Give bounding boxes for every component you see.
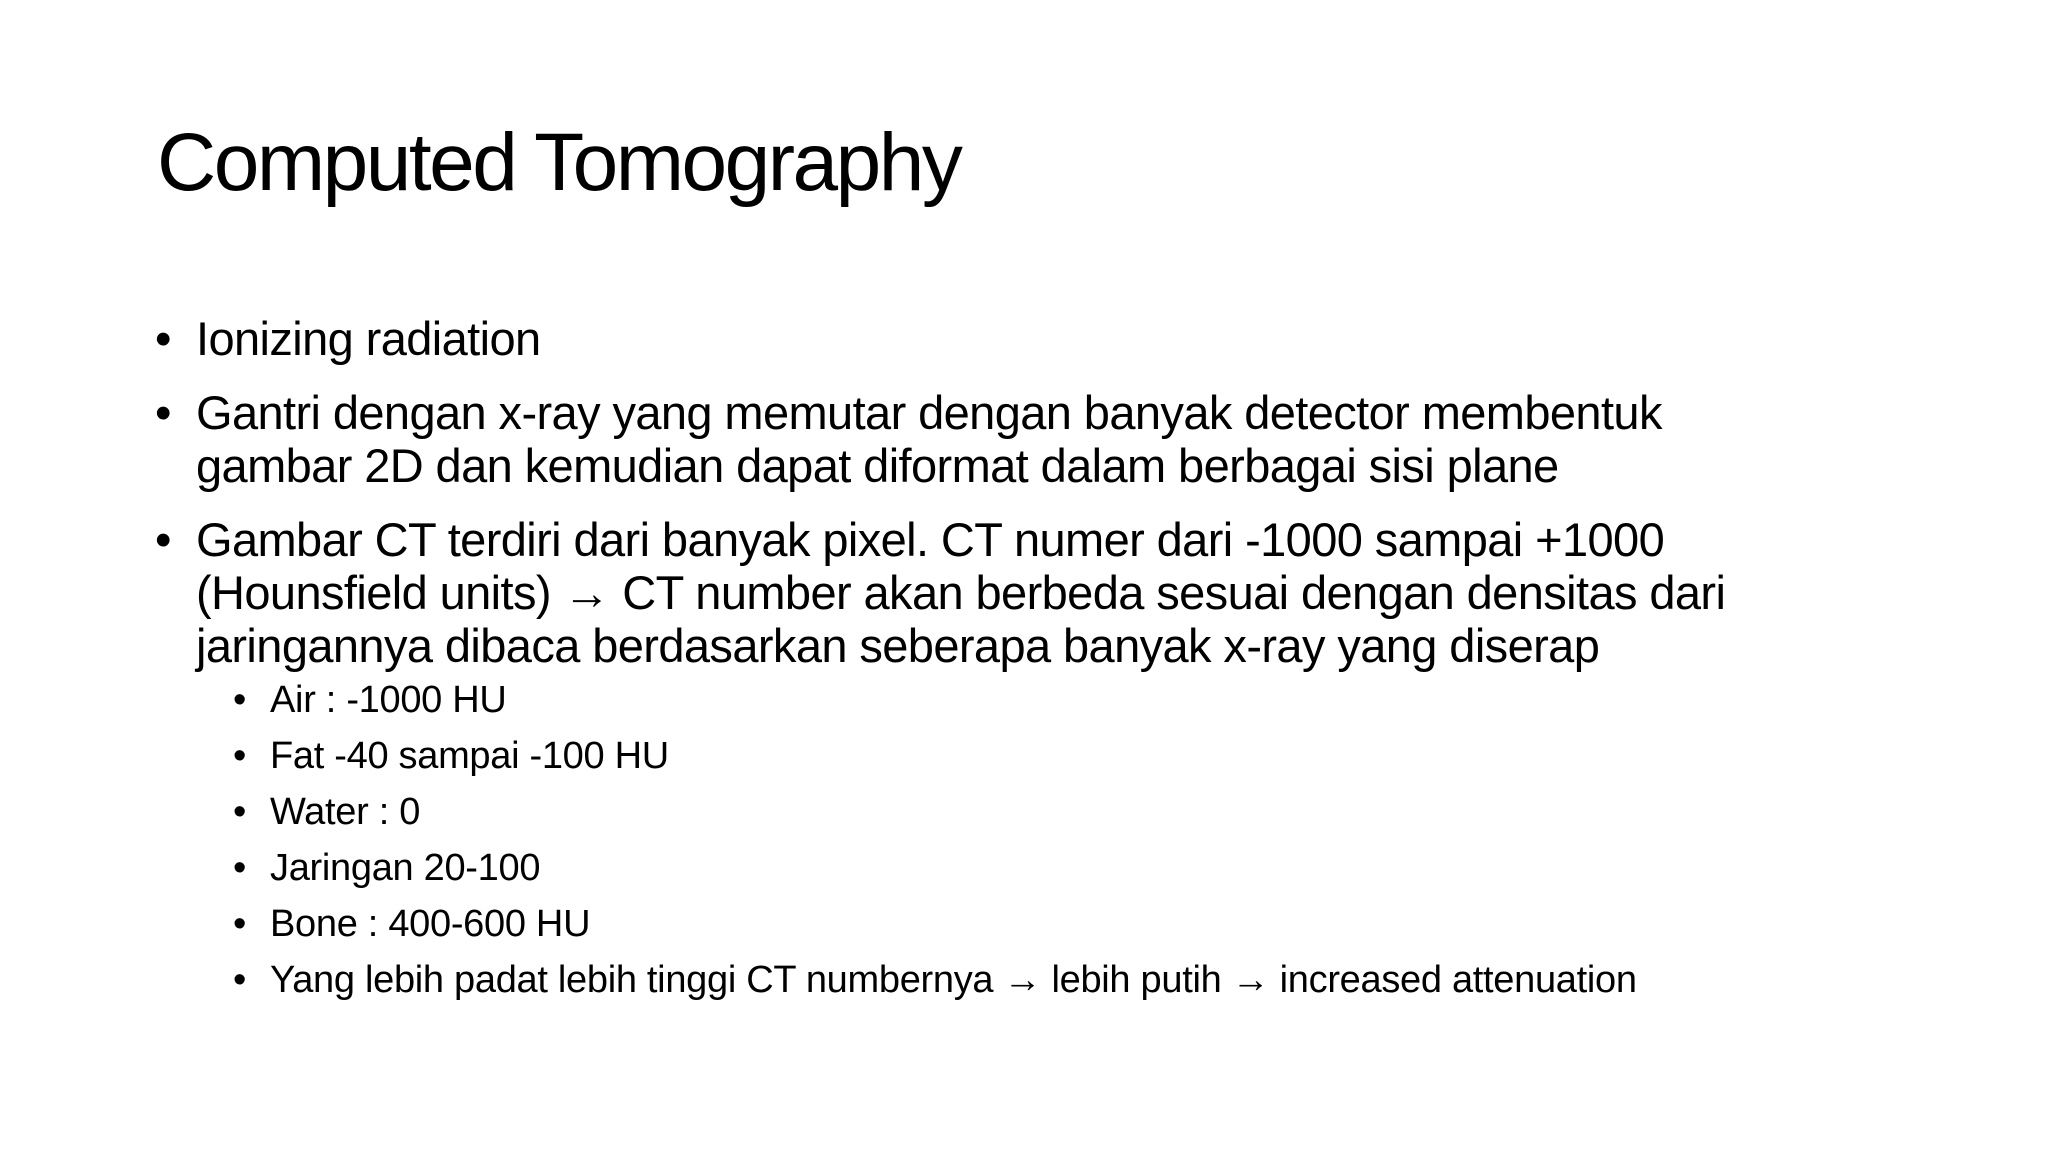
bullet-text: gambar 2D dan kemudian dapat diformat dalam berbagai sisi plane [196, 439, 1559, 492]
sub-bullet-item [233, 952, 1955, 1008]
slide-title: Computed Tomography [157, 117, 961, 208]
bullet-dot-icon: • [233, 847, 247, 889]
sub-bullet-list [233, 672, 1955, 1008]
bullet-item [155, 312, 1955, 365]
bullet-dot-icon: • [155, 513, 171, 566]
sub-bullet-item [233, 672, 1955, 728]
bullet-dot-icon: • [155, 386, 171, 439]
sub-bullet-text: Yang lebih padat lebih tinggi CT numbernya → lebih putih → increased attenuation [270, 959, 1637, 1001]
bullet-dot-icon: • [155, 312, 171, 365]
sub-bullet-item [233, 840, 1955, 896]
bullet-text: Ionizing radiation [196, 312, 541, 365]
sub-bullet-text: Bone : 400-600 HU [270, 903, 591, 945]
sub-bullet-text: Air : -1000 HU [270, 679, 507, 721]
bullet-dot-icon: • [233, 903, 247, 945]
sub-bullet-item [233, 896, 1955, 952]
bullet-item [155, 386, 1955, 492]
sub-bullet-item [233, 784, 1955, 840]
sub-bullet-text: Fat -40 sampai -100 HU [270, 735, 669, 777]
bullet-text: Gantri dengan x-ray yang memutar dengan banyak detector membentuk [196, 386, 1662, 439]
sub-bullet-text: Jaringan 20-100 [270, 847, 541, 889]
bullet-dot-icon: • [233, 791, 247, 833]
bullet-item [155, 513, 1955, 672]
sub-bullet-text: Water : 0 [270, 791, 421, 833]
bullet-dot-icon: • [233, 735, 247, 777]
bullet-list [155, 312, 1955, 1008]
bullet-text: (Hounsfield units) → CT number akan berbeda sesuai dengan densitas dari [196, 566, 1726, 619]
sub-bullet-item [233, 728, 1955, 784]
bullet-dot-icon: • [233, 679, 247, 721]
bullet-text: Gambar CT terdiri dari banyak pixel. CT numer dari -1000 sampai +1000 [196, 513, 1665, 566]
bullet-dot-icon: • [233, 959, 247, 1001]
bullet-text: jaringannya dibaca berdasarkan seberapa banyak x-ray yang diserap [196, 619, 1600, 672]
